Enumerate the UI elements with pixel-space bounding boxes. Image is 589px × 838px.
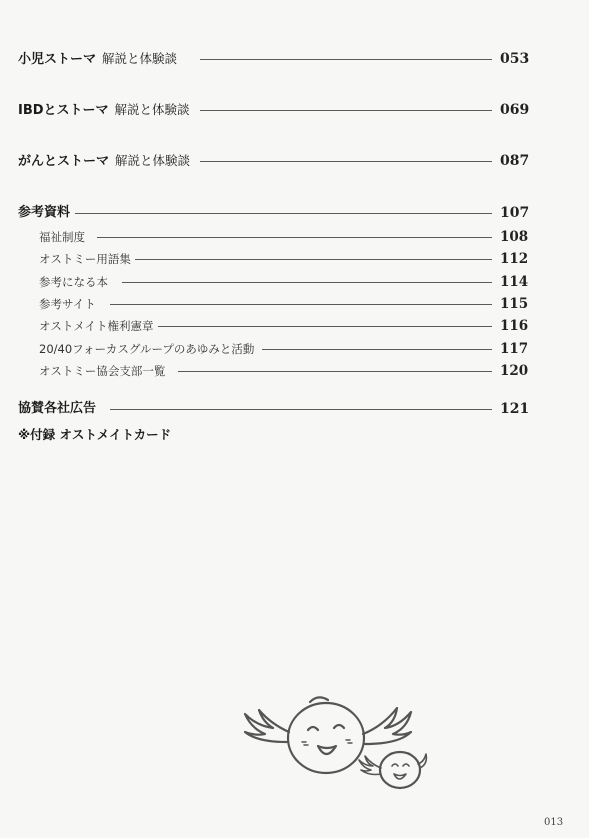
- toc-entry-label: 参考資料: [18, 202, 74, 224]
- winged-faces-illustration: [238, 688, 428, 798]
- toc-subentry-glossary[interactable]: [0, 248, 589, 270]
- leader-line: [200, 110, 492, 111]
- toc-subentry-label: 福祉制度: [39, 226, 89, 248]
- page-number: 108: [500, 229, 529, 245]
- leader-line: [97, 237, 492, 238]
- page-number: 053: [500, 51, 530, 67]
- toc-subentry-label: オストミー協会支部一覧: [39, 360, 169, 382]
- toc-subentry-label: オストメイト権利憲章: [39, 315, 158, 337]
- toc-subentry-branches[interactable]: [0, 360, 589, 382]
- toc-entry-reference[interactable]: [0, 202, 589, 224]
- toc-entry-label: 小児ストーマ 解説と体験談: [18, 48, 181, 71]
- page-number: 115: [500, 296, 529, 312]
- page-number: 114: [500, 274, 529, 290]
- leader-line: [110, 304, 492, 305]
- toc-entry-label: がんとストーマ 解説と体験談: [18, 150, 194, 173]
- toc-subentry-websites[interactable]: [0, 293, 589, 315]
- toc-entry-cancer-stoma[interactable]: [0, 150, 589, 172]
- toc-entry-label: IBDとストーマ 解説と体験談: [18, 99, 194, 122]
- toc-subentry-charter[interactable]: [0, 315, 589, 337]
- page-number: 069: [500, 102, 530, 118]
- toc-subentry-welfare[interactable]: [0, 226, 589, 248]
- toc-subentry-label: 参考サイト: [39, 293, 100, 315]
- toc-entry-sponsors[interactable]: [0, 398, 589, 420]
- page-number: 120: [500, 363, 529, 379]
- leader-line: [128, 259, 492, 260]
- page-number: 117: [500, 341, 529, 357]
- leader-line: [122, 282, 492, 283]
- leader-line: [178, 371, 492, 372]
- leader-line: [155, 326, 492, 327]
- appendix-note: ※付録 オストメイトカード: [18, 427, 172, 442]
- page-number: 112: [500, 251, 529, 267]
- toc-entry-ibd-stoma[interactable]: [0, 99, 589, 121]
- toc-entry-pediatric-stoma[interactable]: [0, 48, 589, 70]
- toc-subentry-label: 参考になる本: [39, 271, 112, 293]
- toc-subentry-label: 20/40フォーカスグループのあゆみと活動: [39, 338, 258, 360]
- leader-line: [75, 213, 492, 214]
- leader-line: [200, 59, 492, 60]
- page-number: 107: [500, 205, 530, 221]
- toc-subentry-books[interactable]: [0, 271, 589, 293]
- page-number: 087: [500, 153, 530, 169]
- page-number: 116: [500, 318, 529, 334]
- toc-entry-label: 協賛各社広告: [18, 398, 100, 420]
- leader-line: [200, 161, 492, 162]
- page-number: 121: [500, 401, 530, 417]
- page-folio: 013: [544, 817, 564, 828]
- toc-subentry-label: オストミー用語集: [39, 248, 135, 270]
- leader-line: [110, 409, 492, 410]
- toc-subentry-focus-group[interactable]: [0, 338, 589, 360]
- leader-line: [262, 349, 492, 350]
